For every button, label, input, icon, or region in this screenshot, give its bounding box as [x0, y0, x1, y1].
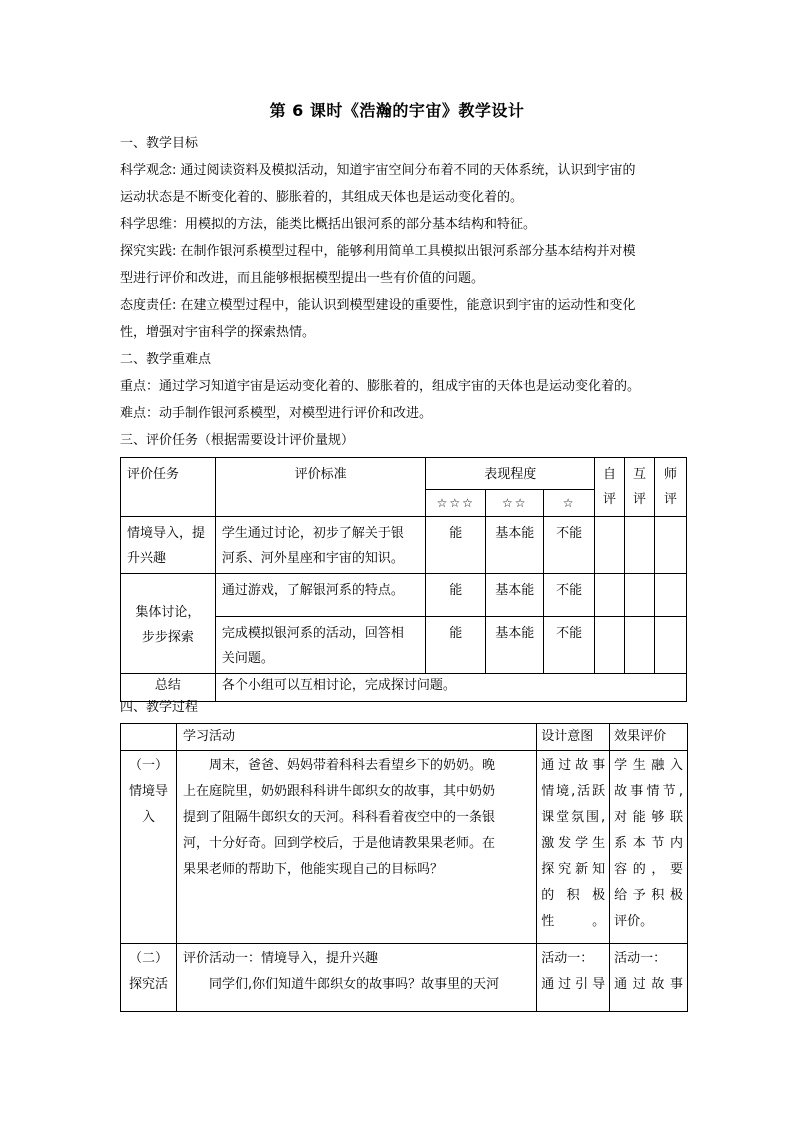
- summary-text: 各个小组可以互相讨论，完成探讨问题。: [215, 674, 686, 702]
- objective-science-concept-line1: 科学观念: 通过阅读资料及模拟活动，知道宇宙空间分布着不同的天体系统，认识到宇宙的: [120, 163, 636, 178]
- criteria-cell: 学生通过讨论，初步了解关于银 河系、河外星座和宇宙的知识。: [215, 517, 425, 574]
- task-cell: 情境导入，提 升兴趣: [121, 517, 216, 574]
- level-3-cell: 能: [426, 574, 486, 617]
- self-eval-cell[interactable]: [595, 517, 625, 574]
- process-table: [120, 723, 688, 1012]
- level-3-cell: 能: [426, 617, 486, 674]
- process-row-explore: [121, 944, 688, 1012]
- level-3-cell: 能: [426, 517, 486, 574]
- task-cell: 集体讨论， 步步探索: [121, 574, 216, 674]
- objective-scientific-thinking: 科学思维：用模拟的方法，能类比概括出银河系的部分基本结构和特征。: [120, 217, 537, 232]
- objective-attitude-line2: 性，增强对宇宙科学的探索热情。: [120, 325, 316, 340]
- level-2-cell: 基本能: [486, 517, 544, 574]
- self-eval-cell[interactable]: [595, 617, 625, 674]
- level-1-cell: 不能: [544, 617, 595, 674]
- table-row: [121, 517, 687, 574]
- teacher-eval-cell[interactable]: [654, 574, 686, 617]
- objective-attitude-line1: 态度责任: 在建立模型过程中，能认识到模型建设的重要性，能意识到宇宙的运动性和变化: [120, 298, 636, 313]
- header-criteria: 评价标准: [215, 458, 425, 517]
- header-self-eval: 自 评: [595, 458, 625, 517]
- header-eval: 效果评价: [610, 724, 688, 751]
- header-activity: 学习活动: [176, 724, 536, 751]
- section-heading-evaluation: 三、评价任务（根据需要设计评价量规）: [120, 433, 355, 448]
- header-two-stars: ☆☆: [486, 490, 544, 517]
- section-heading-key-points: 二、教学重难点: [120, 352, 212, 367]
- header-intent: 设计意图: [537, 724, 610, 751]
- stage-cell: （一） 情境导 入: [121, 751, 177, 944]
- header-level: 表现程度: [426, 458, 595, 490]
- key-point-text: 重点：通过学习知道宇宙是运动变化着的、膨胀着的，组成宇宙的天体也是运动变化着的。: [120, 379, 641, 394]
- peer-eval-cell[interactable]: [625, 517, 655, 574]
- section-heading-objectives: 一、教学目标: [120, 136, 199, 151]
- peer-eval-cell[interactable]: [625, 617, 655, 674]
- header-three-stars: ☆☆☆: [426, 490, 486, 517]
- intent-cell: 活动一： 通过引导: [537, 944, 610, 1012]
- eval-cell: 活动一： 通过故事: [610, 944, 688, 1012]
- activity-cell: 周末，爸爸、妈妈带着科科去看望乡下的奶奶。晚 上在庭院里，奶奶跟科科讲牛郎织女的故事，其中奶奶 提到了阻隔牛郎织女的天河。科科看着夜空中的一条银 河，十分好奇。回到学校后，于是他请教果果老师。在 果果老师的帮助下，他能实现自己的目标吗？: [176, 751, 536, 944]
- process-row-intro: [121, 751, 688, 944]
- objective-inquiry-line2: 型进行评价和改进，而且能够根据模型提出一些有价值的问题。: [120, 271, 485, 286]
- header-task: 评价任务: [121, 458, 216, 517]
- criteria-cell: 通过游戏，了解银河系的特点。: [215, 574, 425, 617]
- header-stage: [121, 724, 177, 751]
- activity-cell: 评价活动一：情境导入，提升兴趣 同学们,你们知道牛郎织女的故事吗？故事里的天河: [176, 944, 536, 1012]
- objective-inquiry-line1: 探究实践: 在制作银河系模型过程中，能够利用简单工具模拟出银河系部分基本结构并对模: [120, 244, 636, 259]
- evaluation-table: [120, 457, 687, 702]
- header-peer-eval: 互 评: [625, 458, 655, 517]
- self-eval-cell[interactable]: [595, 574, 625, 617]
- summary-label: 总结: [121, 674, 216, 702]
- objective-science-concept-line2: 运动状态是不断变化着的、膨胀着的，其组成天体也是运动变化着的。: [120, 190, 524, 205]
- header-one-star: ☆: [544, 490, 595, 517]
- intent-cell: 通过故事 情境,活跃 课堂氛围, 激发学生 探究新知 的积极性。: [537, 751, 610, 944]
- peer-eval-cell[interactable]: [625, 574, 655, 617]
- section-heading-process: 四、教学过程: [120, 700, 199, 715]
- criteria-cell: 完成模拟银河系的活动，回答相 关问题。: [215, 617, 425, 674]
- teacher-eval-cell[interactable]: [654, 617, 686, 674]
- level-1-cell: 不能: [544, 574, 595, 617]
- teacher-eval-cell[interactable]: [654, 517, 686, 574]
- table-row: [121, 574, 687, 617]
- level-1-cell: 不能: [544, 517, 595, 574]
- eval-cell: 学生融入 故事情节, 对能够联 系本节内 容的，要 给予积极 评价。: [610, 751, 688, 944]
- document-title: 第 6 课时《浩瀚的宇宙》教学设计: [269, 101, 525, 120]
- level-2-cell: 基本能: [486, 574, 544, 617]
- level-2-cell: 基本能: [486, 617, 544, 674]
- header-teacher-eval: 师 评: [654, 458, 686, 517]
- stage-cell: （二） 探究活: [121, 944, 177, 1012]
- difficult-point-text: 难点：动手制作银河系模型，对模型进行评价和改进。: [120, 406, 433, 421]
